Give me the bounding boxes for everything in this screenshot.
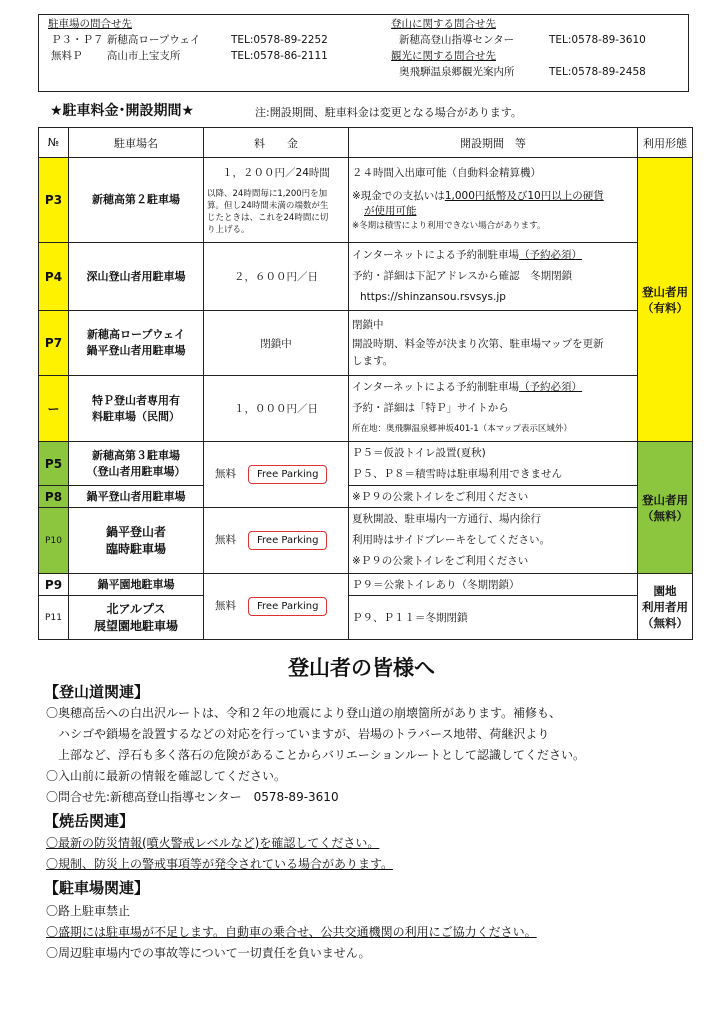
name-line: 新穂高ロープウェイ xyxy=(86,328,185,341)
free-label: 無料 xyxy=(215,468,236,480)
row-name: 鍋平登山者用駐車場 xyxy=(69,486,204,508)
fee-note: 以降、24時間毎に1,200円を加 xyxy=(207,188,328,199)
row-no: P8 xyxy=(39,486,69,508)
mountain-contact-heading: 登山に関する問合せ先 xyxy=(391,18,496,30)
table-row xyxy=(39,243,693,311)
fee-note: 算。但し24時間未満の端数が生 xyxy=(207,200,329,211)
row-no: P5 xyxy=(39,442,69,486)
row-period xyxy=(349,158,638,243)
header-no: № xyxy=(39,128,69,158)
notice-line: 〇最新の防災情報(噴火警戒レベルなど)を確認してください。 xyxy=(46,836,380,850)
parking-contact-heading: 駐車場の問合せ先 xyxy=(48,18,132,30)
period-line: します。 xyxy=(352,354,394,367)
period-line: ※冬期は積雪により利用できない場合があります。 xyxy=(352,221,546,231)
notice-line: 〇路上駐車禁止 xyxy=(46,904,131,918)
period-line: インターネットによる予約制駐車場 xyxy=(352,249,520,261)
name-line: 鍋平登山者 xyxy=(105,524,166,539)
period-line: 1,000円紙幣及び10円以上の硬貨 xyxy=(444,190,604,202)
name-line: 特Ｐ登山者専用有 xyxy=(92,393,180,407)
section-title: ★駐車料金･開設期間★ xyxy=(50,103,195,119)
use-type-paid xyxy=(638,158,693,442)
table-row xyxy=(39,311,693,376)
table-row xyxy=(39,486,693,508)
row-no: ー xyxy=(39,376,69,442)
row-fee xyxy=(204,158,349,243)
period-line: Ｐ５＝仮設トイレ設置(夏秋) xyxy=(352,446,486,459)
row-period xyxy=(349,376,638,442)
table-row xyxy=(39,574,693,596)
period-line: （予約必須） xyxy=(519,249,583,261)
row-period xyxy=(349,442,638,486)
row-no: P7 xyxy=(39,311,69,376)
name-line: （登山者用駐車場） xyxy=(86,464,186,478)
row-name xyxy=(69,442,204,486)
use-label: 登山者用 xyxy=(642,492,688,507)
row-name: 鍋平園地駐車場 xyxy=(69,574,204,596)
free-parking-badge: Free Parking xyxy=(248,597,327,616)
period-line: https://shinzansou.rsvsys.jp xyxy=(360,291,506,303)
period-line: が使用可能 xyxy=(364,205,417,217)
parking-contact-tel: TEL:0578-89-2252 xyxy=(231,34,328,46)
row-fee xyxy=(204,574,349,640)
free-parking-badge: Free Parking xyxy=(248,465,327,484)
use-label: （有料） xyxy=(642,300,688,315)
section-note: 注:開設期間、駐車料金は変更となる場合があります。 xyxy=(255,106,522,119)
period-line: 開設時期、料金等が決まり次第、駐車場マップを更新 xyxy=(352,337,604,350)
period-line: 閉鎖中 xyxy=(352,318,384,331)
notice-line: 〇周辺駐車場内での事故等について一切責任を負いません。 xyxy=(46,946,371,960)
tourism-contact-tel: TEL:0578-89-2458 xyxy=(549,66,646,78)
period-line: 予約・詳細は下記アドレスから確認 冬期閉鎖 xyxy=(352,270,573,282)
section-heading: 【駐車場関連】 xyxy=(44,879,150,897)
fee-note: じたときは、これを24時間に切 xyxy=(207,212,329,223)
row-period xyxy=(349,243,638,311)
period-line: 利用時はサイドブレーキをしてください。 xyxy=(352,534,551,546)
free-parking-badge: Free Parking xyxy=(248,531,327,550)
notice-line: 〇入山前に最新の情報を確認してください。 xyxy=(46,769,287,783)
notice-line: 〇奥穂高岳への白出沢ルートは、令和２年の地震により登山道の崩壊箇所があります。補修も、 xyxy=(46,706,562,720)
tourism-contact-name: 奥飛騨温泉郷観光案内所 xyxy=(399,66,515,78)
use-label: 登山者用 xyxy=(642,284,688,299)
header-period: 開設期間 等 xyxy=(349,128,638,158)
section-heading: 【登山道関連】 xyxy=(44,683,150,701)
row-fee xyxy=(204,442,349,508)
parking-contact-tel: TEL:0578-86-2111 xyxy=(231,50,328,62)
header-fee: 料 金 xyxy=(204,128,349,158)
name-line: 鍋平登山者用駐車場 xyxy=(86,344,186,357)
row-fee xyxy=(204,508,349,574)
notice-line: 〇規制、防災上の警戒事項等が発令されている場合があります。 xyxy=(46,857,394,871)
period-line: 所在地：奥飛騨温泉郷神坂401-1（本マップ表示区域外） xyxy=(352,424,572,434)
period-line: （予約必須） xyxy=(519,381,583,393)
notice-line: 上部など、浮石も多く落石の危険があることからバリエーションルートとして認識してください。 xyxy=(46,748,585,762)
notice-title: 登山者の皆様へ xyxy=(288,656,435,680)
free-label: 無料 xyxy=(215,600,236,612)
name-line: 北アルプス xyxy=(106,601,166,616)
row-name: 深山登山者用駐車場 xyxy=(69,243,204,311)
row-period: ※Ｐ９の公衆トイレをご利用ください xyxy=(349,486,638,508)
mountain-contact-tel: TEL:0578-89-3610 xyxy=(549,34,646,46)
header-name: 駐車場名 xyxy=(69,128,204,158)
fee-note: り上げる。 xyxy=(207,224,250,235)
period-line: 夏秋開設、駐車場内一方通行、場内徐行 xyxy=(352,513,541,525)
notice-line: ハシゴや鎖場を設置するなどの対応を行っていますが、岩場のトラバース地帯、荷継沢より xyxy=(46,727,550,741)
table-row xyxy=(39,442,693,486)
table-row xyxy=(39,158,693,243)
table-row xyxy=(39,596,693,640)
notice-line: 〇盛期には駐車場が不足します。自動車の乗合せ、公共交通機関の利用にご協力ください。 xyxy=(46,925,537,939)
row-period xyxy=(349,508,638,574)
use-type-free xyxy=(638,442,693,574)
period-line: 予約・詳細は「特Ｐ」サイトから xyxy=(352,402,509,414)
period-line: ※現金での支払いは xyxy=(352,190,445,202)
table-row xyxy=(39,508,693,574)
parking-contact-name: 無料Ｐ 高山市上宝支所 xyxy=(51,50,181,62)
row-no: P11 xyxy=(39,596,69,640)
table-row xyxy=(39,376,693,442)
row-name xyxy=(69,596,204,640)
notice-line: 〇問合せ先:新穂高登山指導センター 0578-89-3610 xyxy=(46,790,339,804)
name-line: 新穂高第３駐車場 xyxy=(92,448,180,462)
row-name xyxy=(69,376,204,442)
header-use: 利用形態 xyxy=(638,128,693,158)
row-fee: ２，６００円／日 xyxy=(204,243,349,311)
row-name xyxy=(69,311,204,376)
name-line: 料駐車場（民間） xyxy=(92,409,180,423)
section-heading: 【焼岳関連】 xyxy=(44,812,135,830)
row-no: P3 xyxy=(39,158,69,243)
mountain-contact-name: 新穂高登山指導センター xyxy=(399,34,515,46)
fee-main: １，２００円／24時間 xyxy=(222,166,330,179)
period-line: ２４時間入出庫可能（自動料金精算機） xyxy=(352,167,541,179)
free-label: 無料 xyxy=(215,534,236,546)
row-fee: 閉鎖中 xyxy=(204,311,349,376)
use-label: 利用者用 xyxy=(642,599,688,614)
period-line: Ｐ５、Ｐ８＝積雪時は駐車場利用できません xyxy=(352,467,562,480)
parking-contact-name: Ｐ３・Ｐ７ 新穂高ロープウェイ xyxy=(51,34,201,46)
contact-box xyxy=(38,14,689,92)
period-line: インターネットによる予約制駐車場 xyxy=(352,381,520,393)
row-no: P9 xyxy=(39,574,69,596)
parking-table xyxy=(38,127,693,640)
row-no: P10 xyxy=(39,508,69,574)
table-header-row xyxy=(39,128,693,158)
name-line: 展望園地駐車場 xyxy=(93,618,178,633)
use-label: （無料） xyxy=(642,508,688,523)
row-period: Ｐ９＝公衆トイレあり（冬期閉鎖） xyxy=(349,574,638,596)
row-name: 新穂高第２駐車場 xyxy=(69,158,204,243)
row-period: Ｐ９、Ｐ１１＝冬期閉鎖 xyxy=(349,596,638,640)
use-label: （無料） xyxy=(642,615,688,630)
use-type-park xyxy=(638,574,693,640)
row-no: P4 xyxy=(39,243,69,311)
row-fee: １，０００円／日 xyxy=(204,376,349,442)
name-line: 臨時駐車場 xyxy=(105,541,166,556)
row-period xyxy=(349,311,638,376)
tourism-contact-heading: 観光に関する問合せ先 xyxy=(391,50,496,62)
period-line: ※Ｐ９の公衆トイレをご利用ください xyxy=(352,555,529,567)
use-label: 園地 xyxy=(653,583,677,598)
row-name xyxy=(69,508,204,574)
